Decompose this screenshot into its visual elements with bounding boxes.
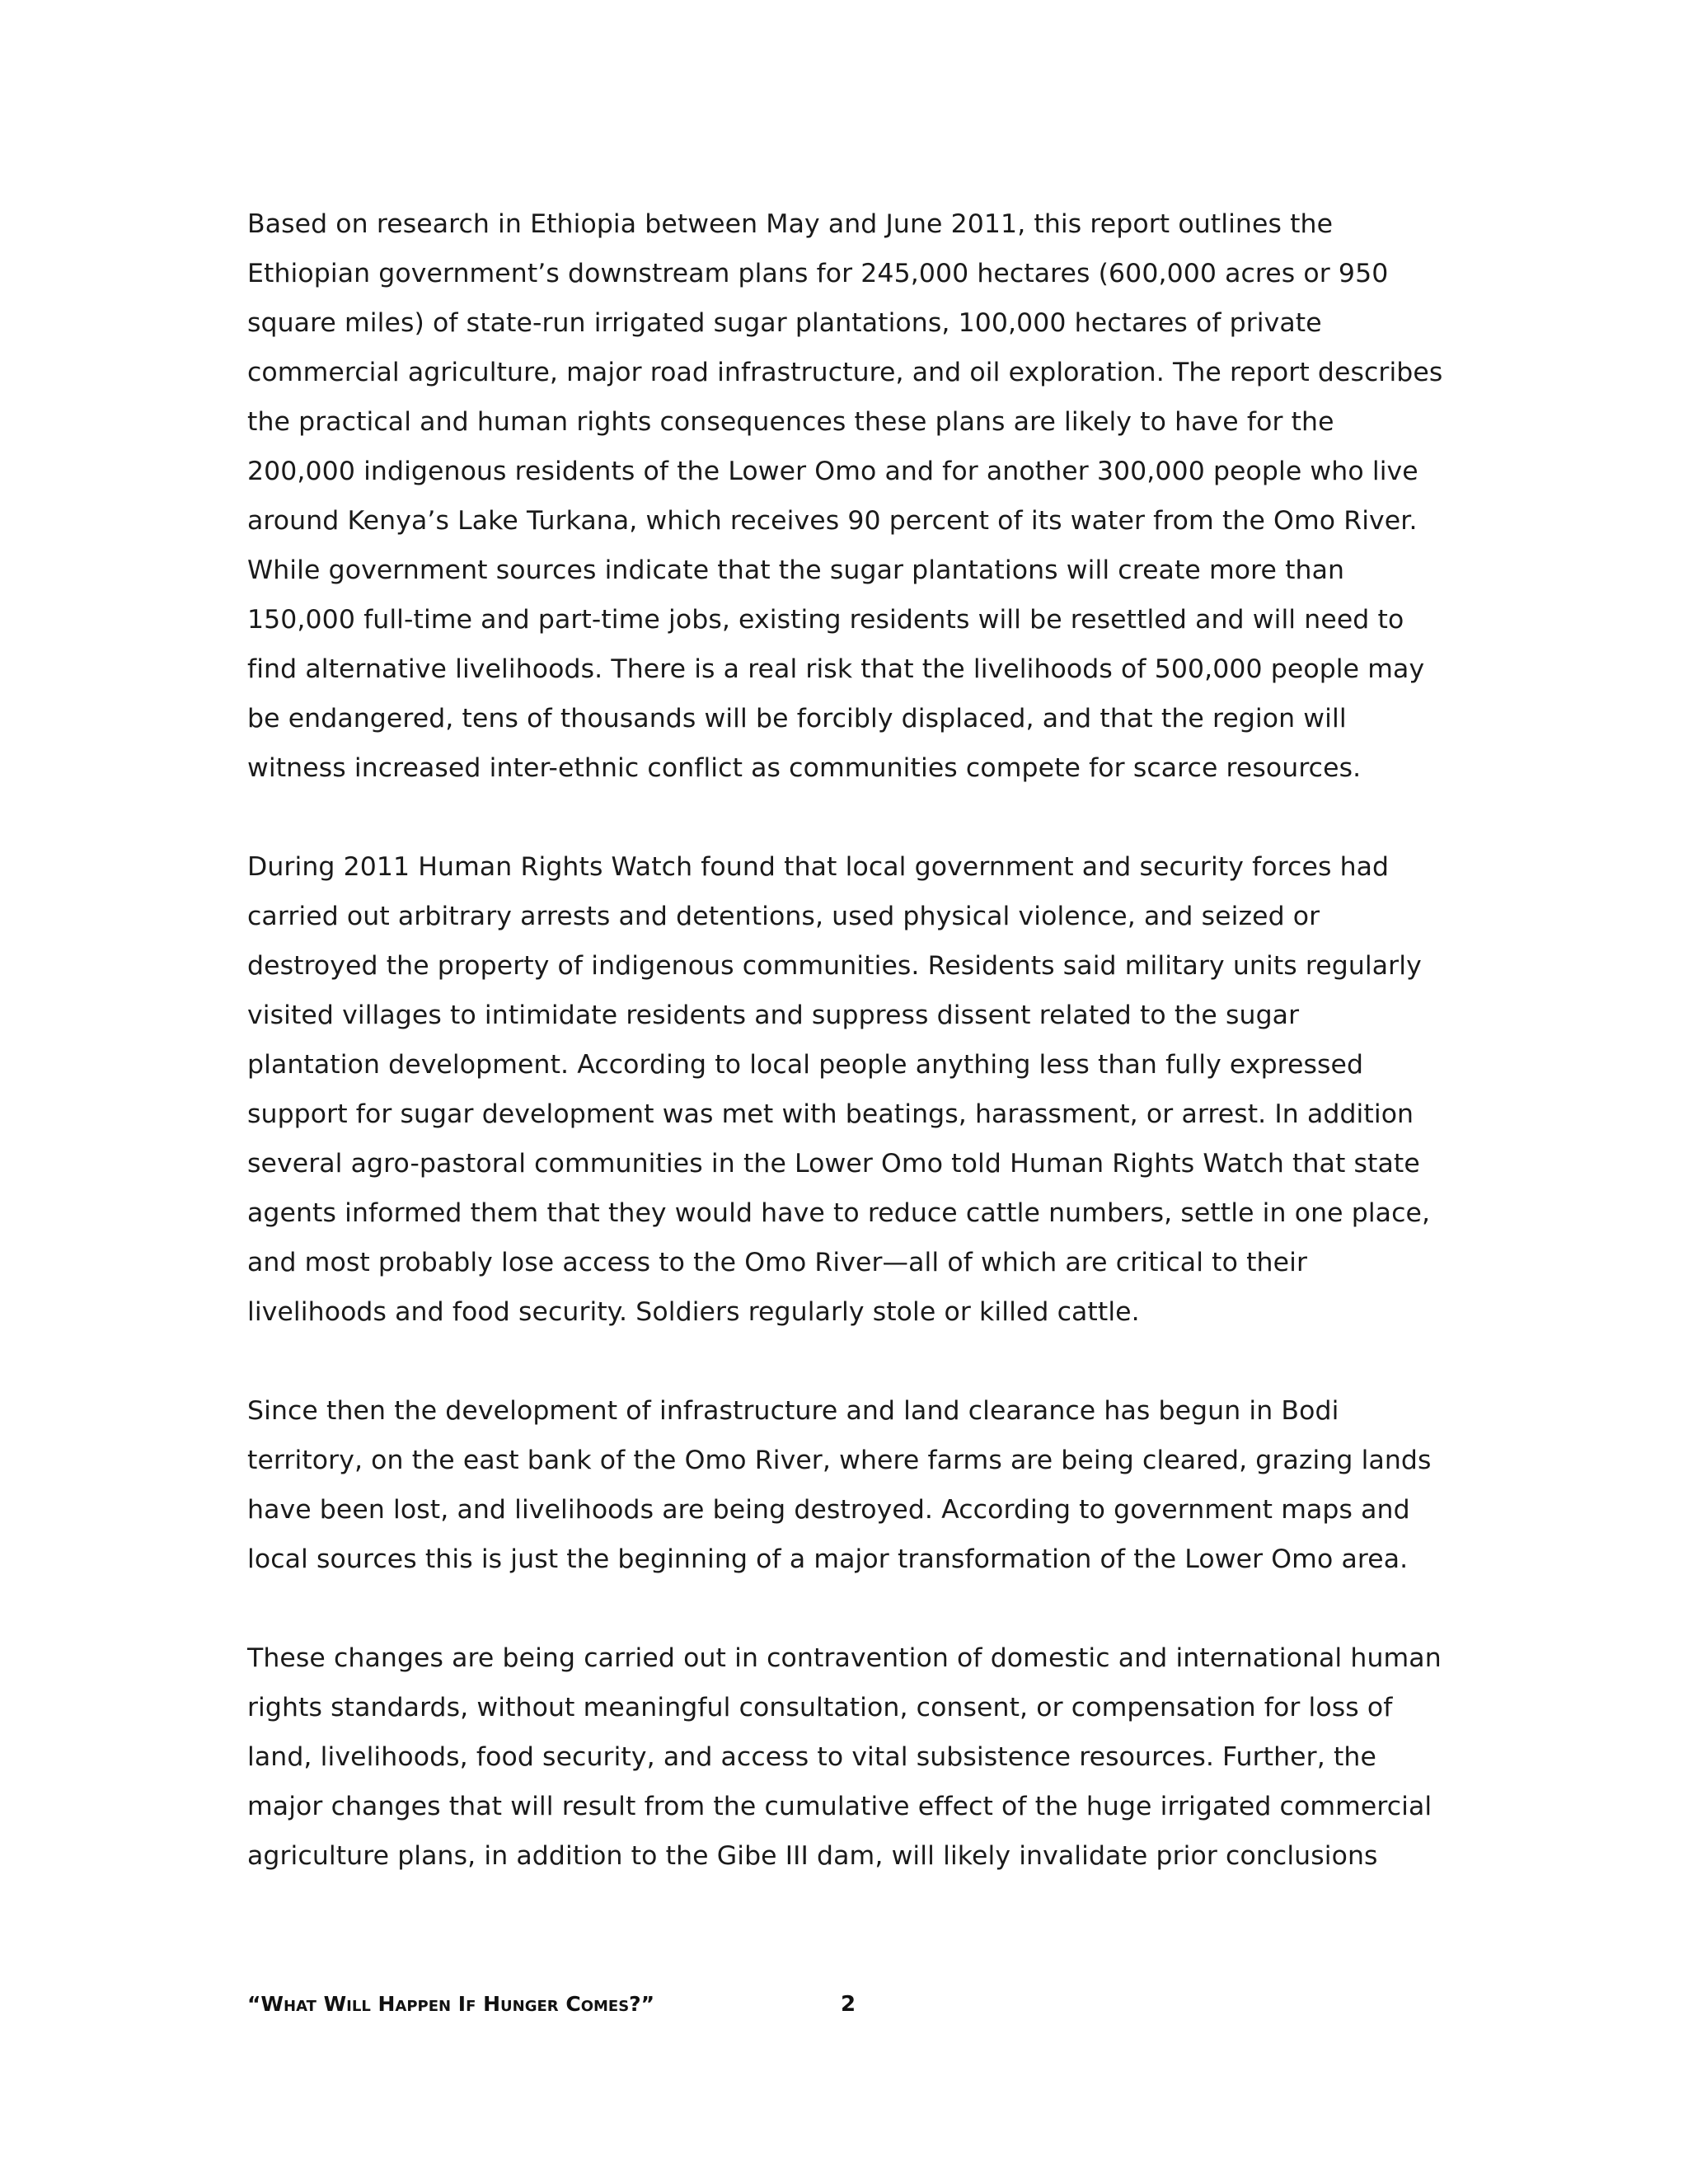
text-line: and most probably lose access to the Omo River—all of which are critical to their (247, 1248, 1308, 1277)
text-line: 150,000 full-time and part-time jobs, existing residents will be resettled and will need to (247, 605, 1404, 635)
footer-report-title: “What Will Happen If Hunger Comes?” (247, 1992, 655, 2016)
text-line: While government sources indicate that the sugar plantations will create more than (247, 555, 1345, 585)
text-line: These changes are being carried out in contravention of domestic and international human (247, 1643, 1442, 1673)
text-line: 200,000 indigenous residents of the Lower Omo and for another 300,000 people who live (247, 457, 1418, 486)
text-line: agents informed them that they would have to reduce cattle numbers, settle in one place, (247, 1198, 1431, 1228)
text-line: During 2011 Human Rights Watch found that local government and security forces had (247, 852, 1390, 882)
paragraph (247, 1386, 1447, 1584)
text-line: agriculture plans, in addition to the Gibe III dam, will likely invalidate prior conclusions (247, 1841, 1378, 1871)
text-line: find alternative livelihoods. There is a real risk that the livelihoods of 500,000 people may (247, 654, 1425, 684)
text-line: rights standards, without meaningful consultation, consent, or compensation for loss of (247, 1693, 1393, 1722)
text-line: carried out arbitrary arrests and detentions, used physical violence, and seized or (247, 902, 1320, 931)
text-line: land, livelihoods, food security, and access to vital subsistence resources. Further, the (247, 1742, 1376, 1772)
text-line: territory, on the east bank of the Omo River, where farms are being cleared, grazing lands (247, 1446, 1432, 1475)
text-line: the practical and human rights consequences these plans are likely to have for the (247, 407, 1334, 437)
text-line: Ethiopian government’s downstream plans for 245,000 hectares (600,000 acres or 950 (247, 259, 1389, 288)
page-number: 2 (841, 1992, 856, 2017)
text-line: around Kenya’s Lake Turkana, which receives 90 percent of its water from the Omo River. (247, 506, 1418, 536)
page-footer (247, 1988, 1447, 2021)
text-line: square miles) of state-run irrigated sugar plantations, 100,000 hectares of private (247, 308, 1322, 338)
text-line: visited villages to intimidate residents and suppress dissent related to the sugar (247, 1001, 1300, 1030)
paragraph (247, 1633, 1447, 1881)
text-line: destroyed the property of indigenous communities. Residents said military units regularly (247, 951, 1422, 981)
text-line: plantation development. According to local people anything less than fully expressed (247, 1050, 1364, 1080)
body-text (247, 199, 1447, 1930)
text-line: local sources this is just the beginning of a major transformation of the Lower Omo area. (247, 1544, 1409, 1574)
text-line: support for sugar development was met with beatings, harassment, or arrest. In addition (247, 1099, 1414, 1129)
text-line: livelihoods and food security. Soldiers regularly stole or killed cattle. (247, 1297, 1140, 1327)
text-line: major changes that will result from the cumulative effect of the huge irrigated commercial (247, 1792, 1432, 1821)
paragraph (247, 842, 1447, 1337)
text-line: commercial agriculture, major road infrastructure, and oil exploration. The report describes (247, 358, 1443, 387)
text-line: Since then the development of infrastructure and land clearance has begun in Bodi (247, 1396, 1339, 1426)
text-line: have been lost, and livelihoods are being destroyed. According to government maps and (247, 1495, 1410, 1525)
paragraph (247, 199, 1447, 793)
text-line: several agro-pastoral communities in the Lower Omo told Human Rights Watch that state (247, 1149, 1420, 1179)
text-line: Based on research in Ethiopia between May and June 2011, this report outlines the (247, 209, 1334, 239)
text-line: witness increased inter-ethnic conflict as communities compete for scarce resources. (247, 753, 1362, 783)
text-line: be endangered, tens of thousands will be forcibly displaced, and that the region will (247, 704, 1347, 733)
